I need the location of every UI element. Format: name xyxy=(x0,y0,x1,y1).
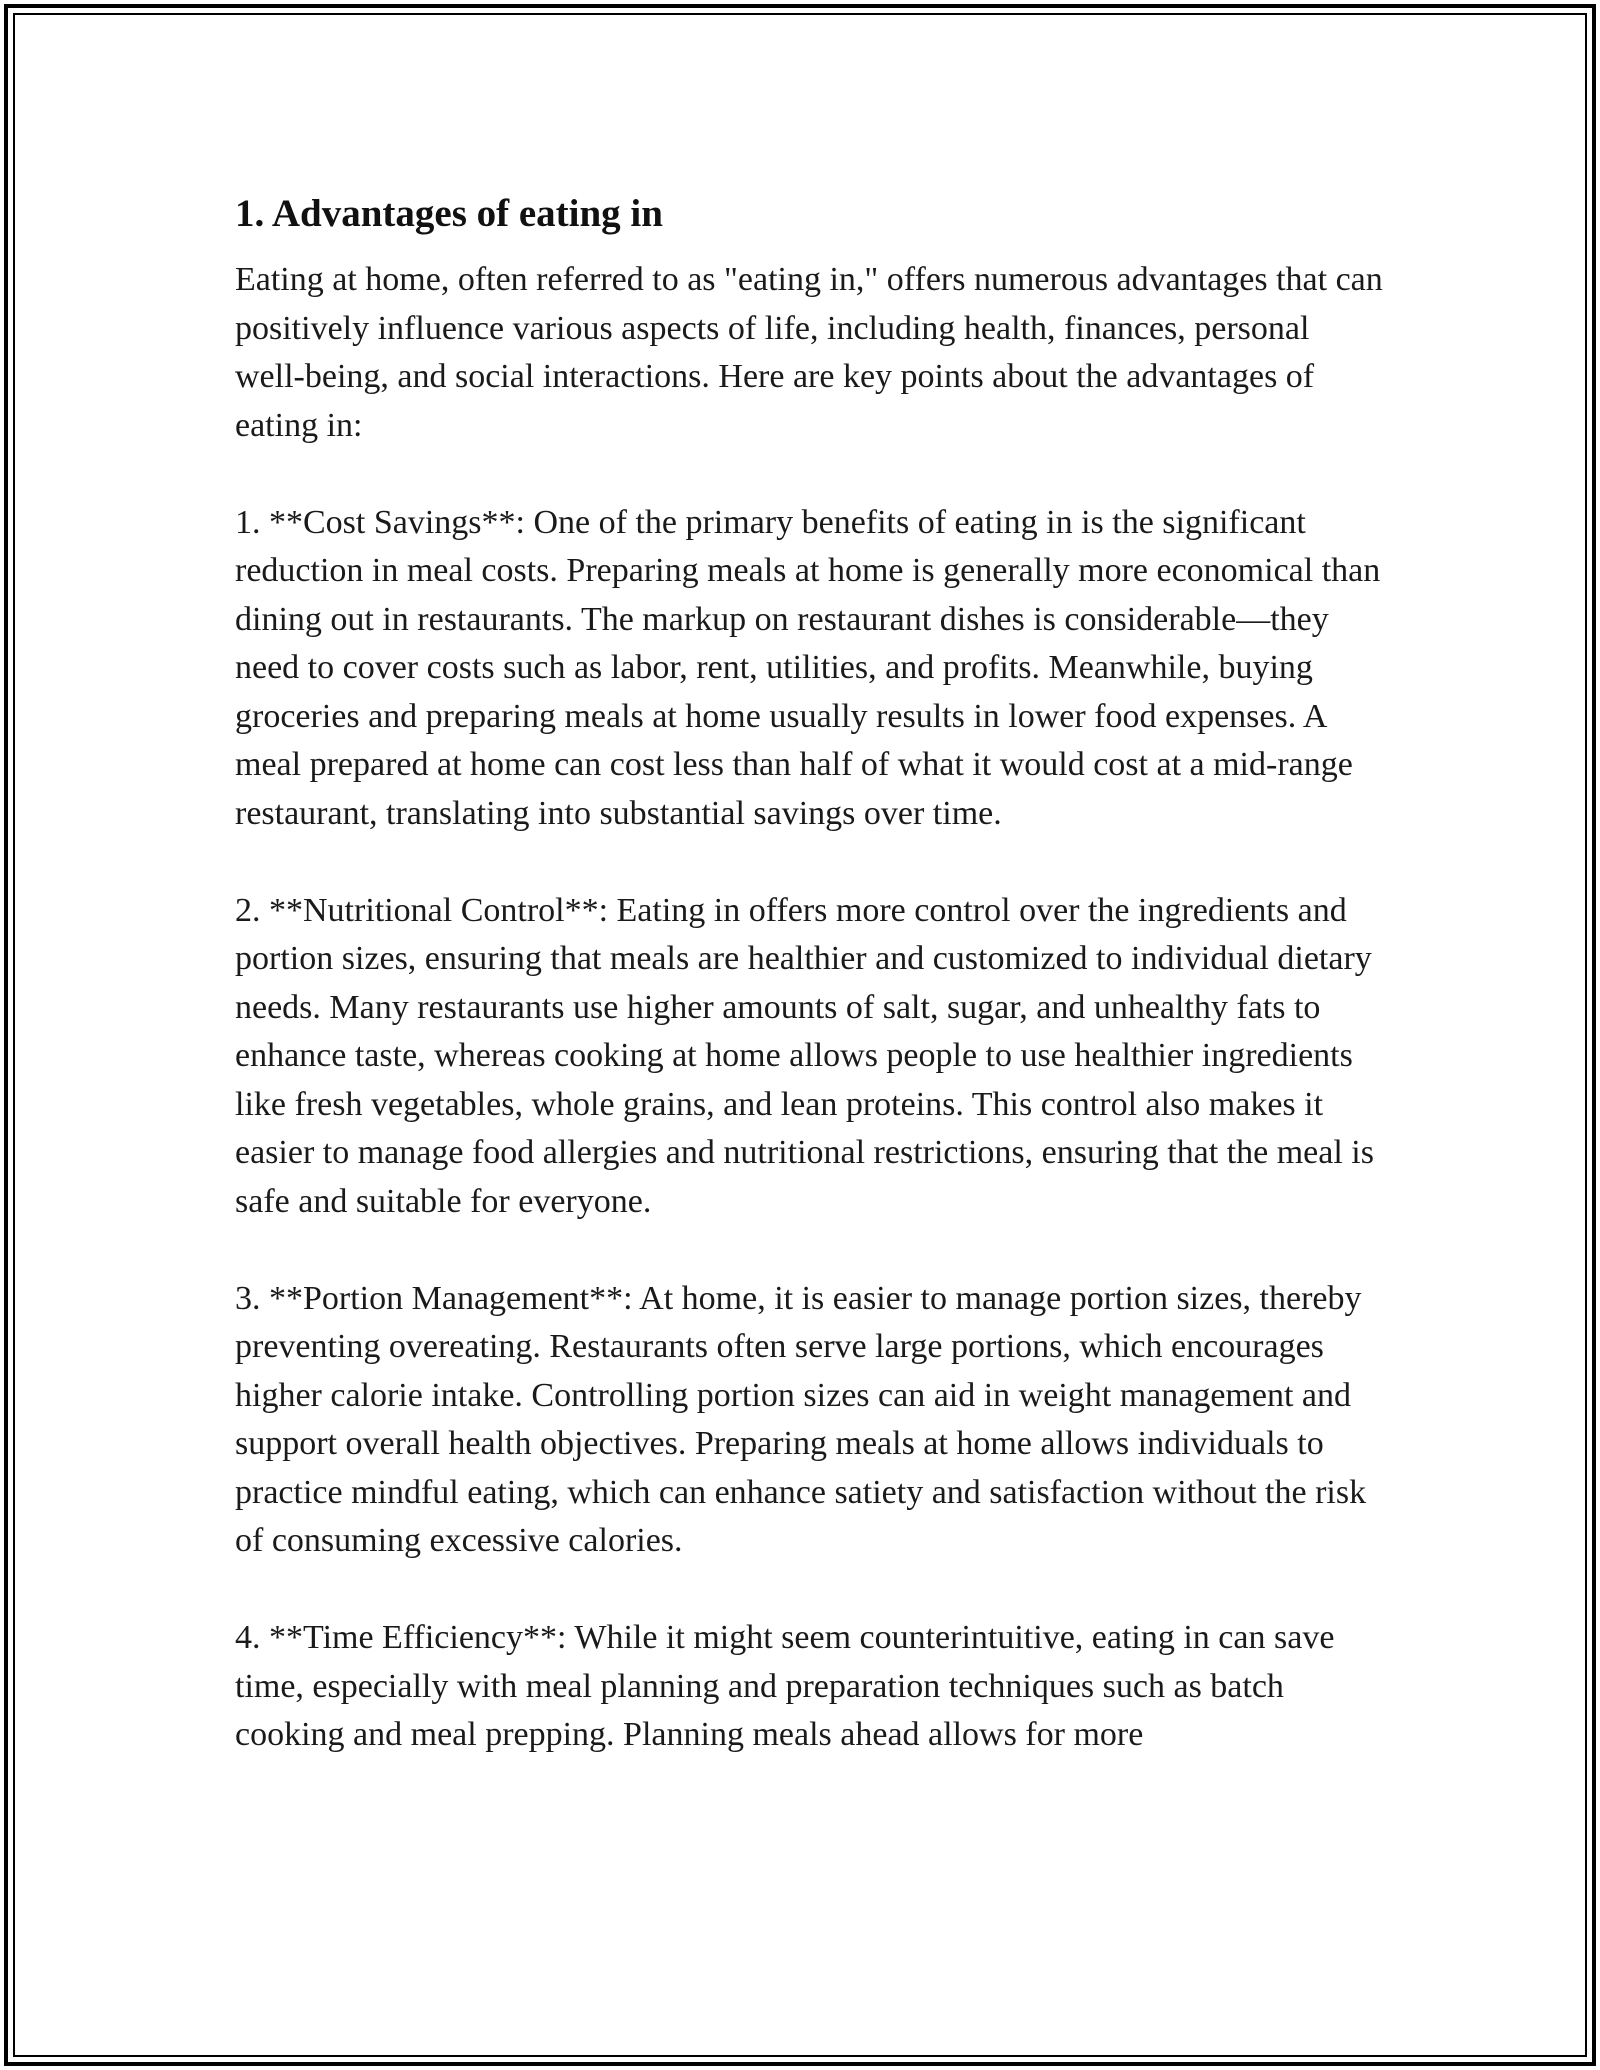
point-nutritional-control: 2. **Nutritional Control**: Eating in offers more control over the ingredients and portion sizes, ensuring that meals are healthier and customized to individual dietary needs. Many restaurants use higher amounts of salt, sugar, and unhealthy fats to enhance taste, whereas cooking at home allows people to use healthier ingredients like fresh vegetables, whole grains, and lean proteins. This control also makes it easier to manage food allergies and nutritional restrictions, ensuring that the meal is safe and suitable for everyone. xyxy=(235,891,1374,1220)
intro-paragraph: Eating at home, often referred to as "eating in," offers numerous advantages that can positively influence various aspects of life, including health, finances, personal well-being, and social interactions. Here are key points about the advantages of eating in: xyxy=(235,261,1383,444)
section-heading: 1. Advantages of eating in xyxy=(235,192,663,235)
point-cost-savings: 1. **Cost Savings**: One of the primary benefits of eating in is the significant reduction in meal costs. Preparing meals at home is generally more economical than dining out in restaurants. The markup on restaurant dishes is considerable—they need to cover costs such as labor, rent, utilities, and profits. Meanwhile, buying groceries and preparing meals at home usually results in lower food expenses. A meal prepared at home can cost less than half of what it would cost at a mid-range restaurant, translating into substantial savings over time. xyxy=(235,503,1381,832)
document-body xyxy=(235,186,1385,1760)
point-portion-management: 3. **Portion Management**: At home, it is easier to manage portion sizes, thereby preventing overeating. Restaurants often serve large portions, which encourages higher calorie intake. Controlling portion sizes can aid in weight management and support overall health objectives. Preparing meals at home allows individuals to practice mindful eating, which can enhance satiety and satisfaction without the risk of consuming excessive calories. xyxy=(235,1279,1367,1559)
point-time-efficiency: 4. **Time Efficiency**: While it might seem counterintuitive, eating in can save time, especially with meal planning and preparation techniques such as batch cooking and meal prepping. Planning meals ahead allows for more xyxy=(235,1619,1335,1753)
